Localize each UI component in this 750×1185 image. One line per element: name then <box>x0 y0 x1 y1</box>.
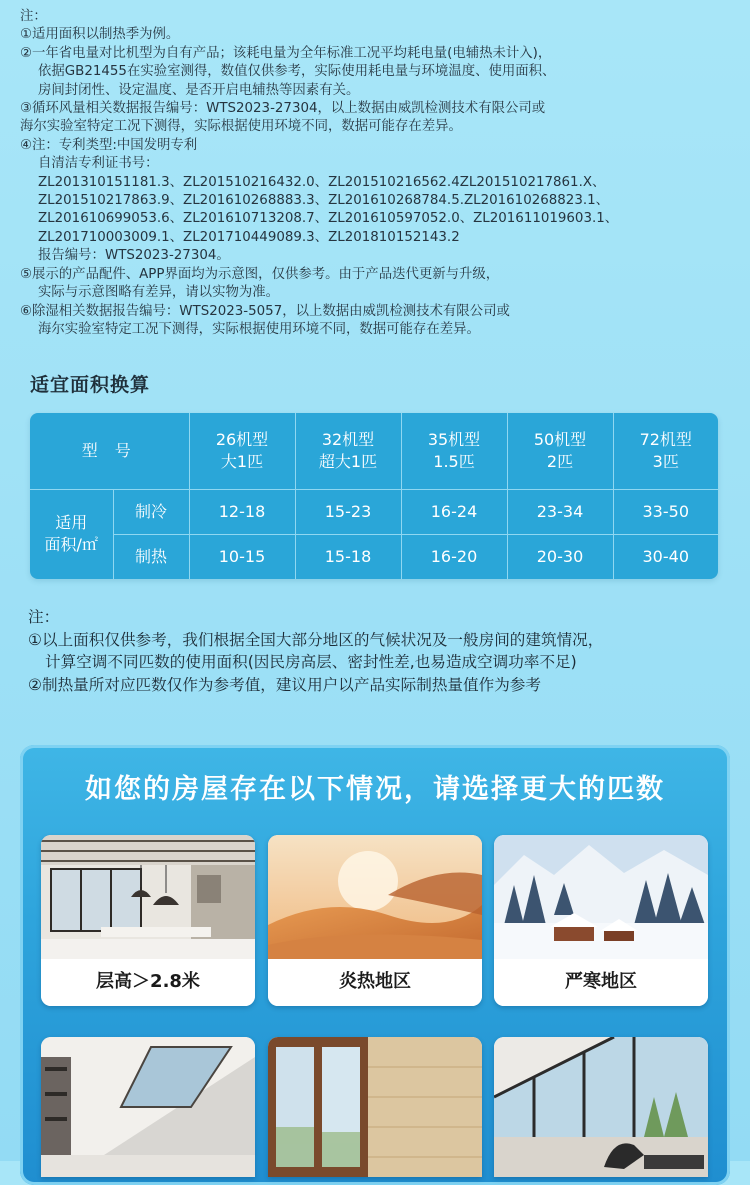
kitchen-interior-image <box>41 835 255 959</box>
notes-mid <box>28 606 728 696</box>
note-line: 计算空调不同匹数的使用面积(因民房高层、密封性差,也易造成空调功率不足) <box>45 653 577 671</box>
model-cell <box>613 413 718 489</box>
note-line: 实际与示意图略有差异，请以实物为准。 <box>38 285 280 301</box>
table-header-row <box>30 413 718 489</box>
snowy-village-image <box>494 835 708 959</box>
model-hp: 2匹 <box>546 451 574 471</box>
model-name: 50机型 <box>533 429 587 449</box>
card-caption: 层高＞2.8米 <box>41 959 255 1006</box>
model-hp: 3匹 <box>652 451 679 471</box>
card-hot-region <box>268 835 482 1006</box>
card-ceiling-height <box>41 835 255 1006</box>
area-label-line: 面积/㎡ <box>44 535 98 554</box>
glass-attic-lounge-image <box>494 1037 708 1177</box>
note-line: 注： <box>28 608 60 626</box>
model-hp: 大1匹 <box>220 451 264 471</box>
model-cell <box>189 413 295 489</box>
note-line: 海尔实验室特定工况下测得，实际根据使用环境不同，数据可能存在差异。 <box>20 119 462 135</box>
model-name: 32机型 <box>321 429 375 449</box>
model-hp: 1.5匹 <box>433 451 475 471</box>
note-line: 自清洁专利证书号： <box>38 156 159 172</box>
area-label <box>30 489 113 579</box>
note-line: 房间封闭性、设定温度、是否开启电辅热等因素有关。 <box>38 82 360 98</box>
table-cell: 16-20 <box>401 534 507 579</box>
table-cell: 33-50 <box>613 489 718 534</box>
note-line: ZL201310151181.3、ZL201510216432.0、ZL201510216562.4ZL201510217861.X、 <box>38 174 606 190</box>
desert-image <box>268 835 482 959</box>
model-cell <box>507 413 613 489</box>
mode-heating: 制热 <box>113 534 189 579</box>
table-cell: 15-18 <box>295 534 401 579</box>
wooden-windows-image <box>268 1037 482 1177</box>
model-cell <box>295 413 401 489</box>
model-header: 型 号 <box>30 413 189 489</box>
note-line: ②一年省电量对比机型为自有产品；该耗电量为全年标准工况平均耗电量(电辅热未计入)， <box>20 45 552 61</box>
card-glass-lounge <box>494 1037 708 1177</box>
spec-table <box>30 413 718 579</box>
note-line: ①以上面积仅供参考，我们根据全国大部分地区的气候状况及一般房间的建筑情况， <box>28 630 604 649</box>
note-line: ③循环风量相关数据报告编号：WTS2023-27304，以上数据由威凯检测技术有限公司或 <box>20 101 546 117</box>
table-cell: 30-40 <box>613 534 718 579</box>
table-cell: 23-34 <box>507 489 613 534</box>
section-title: 适宜面积换算 <box>30 374 151 396</box>
note-line: ZL201510217863.9、ZL201610268883.3、ZL201610268784.5.ZL201610268823.1、 <box>38 193 610 209</box>
model-name: 35机型 <box>427 429 481 449</box>
table-row <box>30 489 718 534</box>
table-row <box>30 534 718 579</box>
note-line: ⑥除湿相关数据报告编号：WTS2023-5057，以上数据由威凯检测技术有限公司或 <box>20 303 510 319</box>
note-line: ①适用面积以制热季为例。 <box>20 27 180 43</box>
note-line: ⑤展示的产品配件、APP界面均为示意图，仅供参考。由于产品迭代更新与升级， <box>20 266 500 282</box>
model-cell <box>401 413 507 489</box>
card-caption: 严寒地区 <box>494 959 708 1006</box>
card-windows <box>268 1037 482 1177</box>
note-line: 依据GB21455在实验室测得，数值仅供参考，实际使用耗电量与环境温度、使用面积、 <box>38 64 556 80</box>
note-line: 海尔实验室特定工况下测得，实际根据使用环境不同，数据可能存在差异。 <box>38 321 480 337</box>
card-caption: 炎热地区 <box>268 959 482 1006</box>
card-cold-region <box>494 835 708 1006</box>
model-name: 26机型 <box>215 429 269 449</box>
note-line: ②制热量所对应匹数仅作为参考值，建议用户以产品实际制热量值作为参考 <box>28 675 541 694</box>
attic-skylight-image <box>41 1037 255 1177</box>
area-label-line: 适用 <box>55 513 88 532</box>
table-cell: 15-23 <box>295 489 401 534</box>
table-cell: 12-18 <box>189 489 295 534</box>
note-line: 注： <box>20 9 47 24</box>
note-line: 报告编号：WTS2023-27304。 <box>38 248 230 264</box>
note-line: ZL201610699053.6、ZL201610713208.7、ZL201610597052.0、ZL201611019603.1、 <box>38 211 619 227</box>
model-hp: 超大1匹 <box>318 451 378 471</box>
area-conversion-table <box>30 413 718 579</box>
table-cell: 16-24 <box>401 489 507 534</box>
recommendation-panel <box>20 745 730 1185</box>
notes-top <box>20 8 735 339</box>
note-line: ④注：专利类型:中国发明专利 <box>20 137 198 153</box>
model-name: 72机型 <box>639 429 692 449</box>
mode-cooling: 制冷 <box>113 489 189 534</box>
note-line: ZL201710003009.1、ZL201710449089.3、ZL201810152143.2 <box>38 229 460 245</box>
table-cell: 10-15 <box>189 534 295 579</box>
table-cell: 20-30 <box>507 534 613 579</box>
panel-title: 如您的房屋存在以下情况，请选择更大的匹数 <box>85 774 665 805</box>
card-attic-room <box>41 1037 255 1177</box>
